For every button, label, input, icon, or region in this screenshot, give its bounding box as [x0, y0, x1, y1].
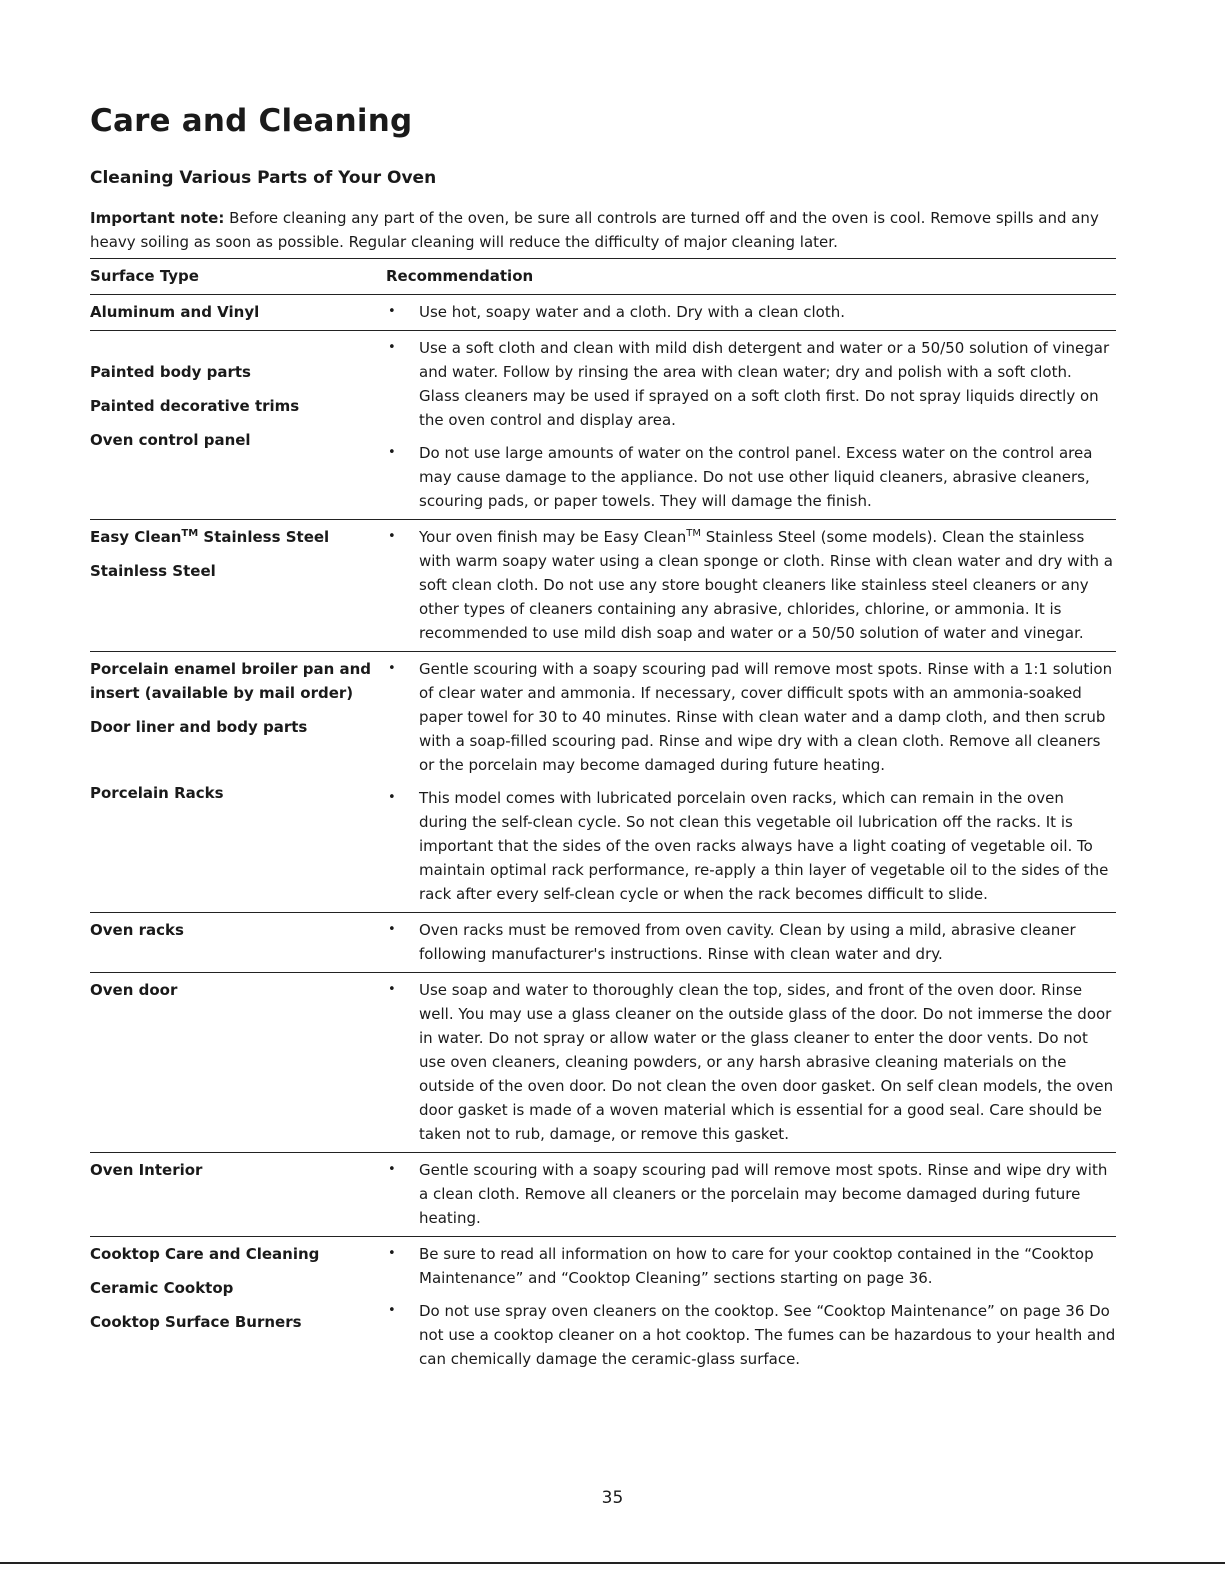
important-note: [90, 206, 1116, 254]
section-title: Cleaning Various Parts of Your Oven: [90, 168, 437, 188]
surface-cell: [90, 973, 386, 1153]
recommendation-text: Do not use spray oven cleaners on the cooktop. See “Cooktop Maintenance” on page 36 Do not use a cooktop cleaner on a hot cooktop. The fumes can be hazardous to your health and can chemically damage the ceramic-glass surface.: [419, 1302, 1116, 1368]
surface-cell: [90, 1237, 386, 1378]
recommendation-list: [386, 657, 1116, 906]
recommendation-text: Be sure to read all information on how to care for your cooktop contained in the “Cooktop Maintenance” and “Cooktop Cleaning” sections starting on page 36.: [419, 1245, 1094, 1287]
recommendation-item: [386, 1299, 1116, 1371]
recommendation-text: Do not use large amounts of water on the control panel. Excess water on the control area may cause damage to the appliance. Do not use other liquid cleaners, abrasive cleaners, scouring pads, or paper towels. They will damage the finish.: [419, 444, 1093, 510]
important-note-label: Important note:: [90, 209, 225, 227]
recommendation-cell: [386, 295, 1116, 331]
bullet-icon: •: [388, 340, 396, 355]
bottom-divider: [0, 1562, 1225, 1564]
table-header-row: [90, 259, 1116, 295]
recommendation-item: [386, 525, 1116, 645]
table-row: [90, 331, 1116, 520]
surface-cell: [90, 652, 386, 913]
table-row: [90, 1153, 1116, 1237]
bullet-icon: •: [388, 1303, 396, 1318]
surface-label: Painted decorative trims: [90, 397, 300, 415]
header-surface-type: Surface Type: [90, 259, 386, 295]
surface-label: Aluminum and Vinyl: [90, 303, 260, 321]
recommendation-text: Your oven finish may be Easy Clean: [419, 528, 687, 546]
recommendation-cell: [386, 1237, 1116, 1378]
cleaning-table: [90, 258, 1116, 1377]
trademark-mark: TM: [181, 528, 199, 539]
surface-cell: [90, 295, 386, 331]
surface-label: Porcelain Racks: [90, 784, 224, 802]
recommendation-list: [386, 336, 1116, 513]
surface-label: Stainless Steel: [90, 562, 216, 580]
recommendation-text: Oven racks must be removed from oven cavity. Clean by using a mild, abrasive cleaner following manufacturer's instructions. Rinse with clean water and dry.: [419, 921, 1076, 963]
surface-cell: [90, 331, 386, 520]
table-row: [90, 973, 1116, 1153]
recommendation-cell: [386, 652, 1116, 913]
surface-label: Cooktop Care and Cleaning: [90, 1245, 320, 1263]
recommendation-text: Stainless Steel (some models). Clean the stainless with warm soapy water using a clean sponge or cloth. Rinse with clean water and dry with a soft clean cloth. Do not use any store bought cleaners like stainless steel cleaners or any other types of cleaners containing any abrasive, chlorides, chlorine, or ammonia. It is recommended to use mild dish soap and water or a 50/50 solution of water and vinegar.: [419, 528, 1113, 642]
recommendation-cell: [386, 1153, 1116, 1237]
recommendation-text: Use a soft cloth and clean with mild dish detergent and water or a 50/50 solution of vinegar and water. Follow by rinsing the area with clean water; dry and polish with a soft cloth. Glass cleaners may be used if sprayed on a soft cloth first. Do not spray liquids directly on the oven control and display area.: [419, 339, 1110, 429]
page-number: 35: [601, 1488, 624, 1508]
recommendation-item: [386, 1158, 1116, 1230]
bullet-icon: •: [388, 1162, 396, 1177]
recommendation-cell: [386, 913, 1116, 973]
surface-label: Oven control panel: [90, 431, 251, 449]
surface-label: [90, 525, 386, 549]
trademark-mark: TM: [686, 528, 701, 539]
surface-label: Oven door: [90, 981, 178, 999]
table-row: [90, 520, 1116, 652]
recommendation-text: This model comes with lubricated porcelain oven racks, which can remain in the oven during the self-clean cycle. So not clean this vegetable oil lubrication off the racks. It is important that the sides of the oven racks always have a light coating of vegetable oil. To maintain optimal rack performance, re-apply a thin layer of vegetable oil to the sides of the rack after every self-clean cycle or when the rack becomes difficult to slide.: [419, 789, 1109, 903]
surface-cell: [90, 1153, 386, 1237]
important-note-text: Before cleaning any part of the oven, be sure all controls are turned off and the oven is cool. Remove spills and any heavy soiling as soon as possible. Regular cleaning will reduce the difficulty of major cleaning later.: [90, 209, 1099, 251]
table-row: [90, 913, 1116, 973]
table-row: [90, 295, 1116, 331]
recommendation-item: [386, 300, 1116, 324]
recommendation-item: [386, 978, 1116, 1146]
bullet-icon: •: [388, 1246, 396, 1261]
bullet-icon: •: [388, 529, 396, 544]
table-row: [90, 652, 1116, 913]
bullet-icon: •: [388, 445, 396, 460]
recommendation-item: [386, 441, 1116, 513]
recommendation-item: [386, 786, 1116, 906]
recommendation-text: Use soap and water to thoroughly clean the top, sides, and front of the oven door. Rinse well. You may use a glass cleaner on the outside glass of the door. Do not immerse the door in water. Do not spray or allow water or the glass cleaner to enter the door vents. Do not use oven cleaners, cleaning powders, or any harsh abrasive cleaning materials on the outside of the oven door. Do not clean the oven door gasket. On self clean models, the oven door gasket is made of a woven material which is essential for a good seal. Care should be taken not to rub, damage, or remove this gasket.: [419, 981, 1114, 1143]
recommendation-list: [386, 300, 1116, 324]
recommendation-cell: [386, 331, 1116, 520]
table-row: [90, 1237, 1116, 1378]
recommendation-cell: [386, 973, 1116, 1153]
bullet-icon: •: [388, 661, 396, 676]
header-recommendation: Recommendation: [386, 259, 1116, 295]
surface-label: Painted body parts: [90, 363, 251, 381]
recommendation-text: Use hot, soapy water and a cloth. Dry with a clean cloth.: [419, 303, 845, 321]
recommendation-cell: [386, 520, 1116, 652]
surface-label: Porcelain enamel broiler pan and insert (available by mail order): [90, 660, 372, 702]
surface-label: Door liner and body parts: [90, 718, 308, 736]
recommendation-item: [386, 336, 1116, 432]
recommendation-text: Gentle scouring with a soapy scouring pad will remove most spots. Rinse and wipe dry with a clean cloth. Remove all cleaners or the porcelain may become damaged during future heating.: [419, 1161, 1108, 1227]
recommendation-list: [386, 1158, 1116, 1230]
document-page: [90, 100, 1116, 1377]
bullet-icon: •: [388, 982, 396, 997]
recommendation-text: Gentle scouring with a soapy scouring pad will remove most spots. Rinse with a 1:1 solution of clear water and ammonia. If necessary, cover difficult spots with an ammonia-soaked paper towel for 30 to 40 minutes. Rinse with clean water and a damp cloth, and then scrub with a soap-filled scouring pad. Rinse and wipe dry with a clean cloth. Remove all cleaners or the porcelain may become damaged during future heating.: [419, 660, 1113, 774]
recommendation-item: [386, 918, 1116, 966]
bullet-icon: •: [388, 922, 396, 937]
recommendation-list: [386, 1242, 1116, 1371]
recommendation-list: [386, 918, 1116, 966]
bullet-icon: •: [388, 304, 396, 319]
surface-label-text: Easy Clean: [90, 528, 182, 546]
bullet-icon: •: [388, 790, 396, 805]
surface-label: Cooktop Surface Burners: [90, 1313, 302, 1331]
surface-label: Oven Interior: [90, 1161, 203, 1179]
recommendation-list: [386, 525, 1116, 645]
surface-cell: [90, 520, 386, 652]
surface-label-text: Stainless Steel: [198, 528, 330, 546]
surface-label: Oven racks: [90, 921, 184, 939]
page-title: Care and Cleaning: [90, 103, 413, 139]
recommendation-list: [386, 978, 1116, 1146]
surface-cell: [90, 913, 386, 973]
recommendation-item: [386, 657, 1116, 777]
surface-label: Ceramic Cooktop: [90, 1279, 234, 1297]
recommendation-item: [386, 1242, 1116, 1290]
